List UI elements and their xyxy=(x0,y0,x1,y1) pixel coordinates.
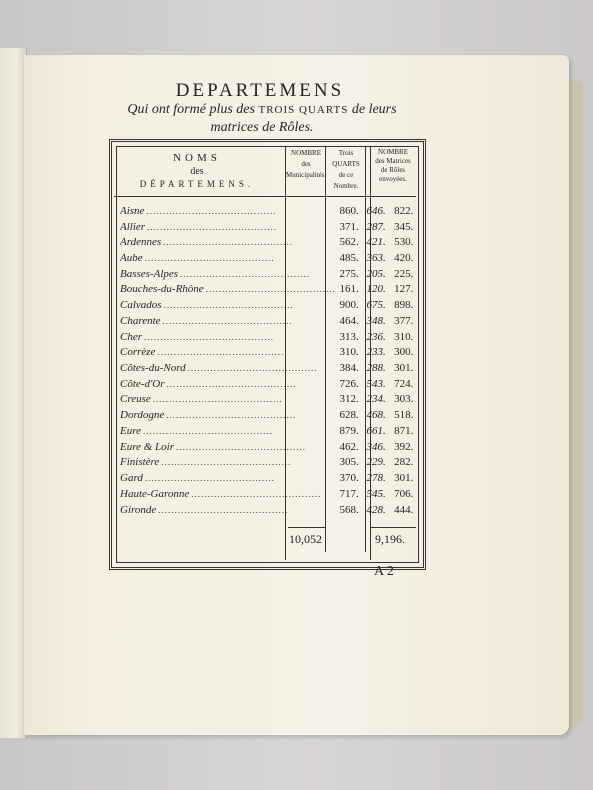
department-name: Charente xyxy=(120,314,161,327)
leader-dots: ........................................ xyxy=(176,441,306,452)
matrices-count: 898. xyxy=(394,299,414,312)
header-line: envoyées. xyxy=(379,175,407,183)
municipalites-count: 370. xyxy=(339,472,359,485)
matrices-count: 420. xyxy=(394,252,414,265)
department-name-cell xyxy=(120,486,336,502)
leader-dots: ........................................ xyxy=(158,504,289,515)
table-row xyxy=(120,329,418,345)
department-name: Aisne xyxy=(120,204,145,217)
department-name: Haute-Garonne xyxy=(120,487,190,500)
matrices-count: 301. xyxy=(394,362,414,375)
total-rule xyxy=(370,527,416,528)
department-name-cell xyxy=(120,282,336,298)
department-name: Basses-Alpes xyxy=(120,267,179,280)
department-name-cell xyxy=(120,423,336,439)
trois-quarts-count: 543. xyxy=(366,377,386,390)
subtitle-part: Qui ont formé plus des xyxy=(127,102,255,117)
trois-quarts-count: 233. xyxy=(366,346,386,359)
trois-quarts-count: 646. xyxy=(366,204,386,217)
department-name: Côte-d'Or xyxy=(120,377,165,390)
header-names xyxy=(112,152,282,191)
department-name: Allier xyxy=(120,220,146,233)
matrices-count: 822. xyxy=(394,204,414,217)
department-name: Corrèze xyxy=(120,346,156,359)
trois-quarts-count: 348. xyxy=(366,314,386,327)
header-line: de ce Nombre. xyxy=(333,171,359,190)
trois-quarts-count: 234. xyxy=(366,393,386,406)
table-row xyxy=(120,297,418,313)
table-row xyxy=(120,360,418,376)
total-municipalites: 10,052 xyxy=(289,532,322,546)
department-name-cell xyxy=(120,250,336,266)
table-row xyxy=(120,470,418,486)
department-name: Finistère xyxy=(120,456,160,469)
trois-quarts-count: 675. xyxy=(366,299,386,312)
matrices-count: 724. xyxy=(394,377,414,390)
header-line: QUARTS xyxy=(332,160,360,168)
department-name: Gard xyxy=(120,472,143,485)
table-row xyxy=(120,250,418,266)
municipalites-count: 568. xyxy=(339,503,359,516)
matrices-count: 518. xyxy=(394,409,414,422)
department-name-cell xyxy=(120,392,336,408)
department-name-cell xyxy=(120,360,336,376)
trois-quarts-count: 468. xyxy=(366,409,386,422)
subtitle-part: matrices de Rôles. xyxy=(210,120,314,135)
department-name-cell xyxy=(120,297,336,313)
table-row xyxy=(120,455,418,471)
matrices-count: 303. xyxy=(394,393,414,406)
leader-dots: ........................................ xyxy=(161,457,292,468)
trois-quarts-count: 288. xyxy=(366,362,386,375)
leader-dots: ........................................ xyxy=(144,253,275,264)
header-names-line: NOMS xyxy=(173,152,221,164)
matrices-count: 444. xyxy=(394,503,414,516)
table-row xyxy=(120,203,418,219)
department-name: Côtes-du-Nord xyxy=(120,362,186,375)
municipalites-count: 161. xyxy=(339,283,359,296)
trois-quarts-count: 120. xyxy=(366,283,386,296)
municipalites-count: 900. xyxy=(339,299,359,312)
municipalites-count: 384. xyxy=(339,362,359,375)
facing-page-edge xyxy=(0,48,27,738)
department-name-cell xyxy=(120,266,336,282)
header-col-matrices xyxy=(370,148,416,184)
page-subtitle xyxy=(102,101,422,137)
matrices-count: 301. xyxy=(394,472,414,485)
trois-quarts-count: 278. xyxy=(366,472,386,485)
matrices-count: 310. xyxy=(394,330,414,343)
municipalites-count: 860. xyxy=(339,204,359,217)
municipalites-count: 371. xyxy=(339,220,359,233)
total-matrices: 9,196. xyxy=(375,532,405,546)
leader-dots: ........................................ xyxy=(163,237,294,248)
leader-dots: ........................................ xyxy=(163,300,294,311)
table-row xyxy=(120,376,418,392)
table-row xyxy=(120,407,418,423)
header-col-municipalites xyxy=(286,148,326,181)
header-names-line: des xyxy=(190,166,204,177)
leader-dots: ........................................ xyxy=(180,268,311,279)
matrices-count: 300. xyxy=(394,346,414,359)
leader-dots: ........................................ xyxy=(144,331,274,342)
municipalites-count: 312. xyxy=(339,393,359,406)
municipalites-count: 462. xyxy=(339,440,359,453)
municipalites-count: 310. xyxy=(339,346,359,359)
leader-dots: ........................................ xyxy=(166,410,297,421)
department-name-cell xyxy=(120,344,336,360)
leader-dots: ........................................ xyxy=(166,378,297,389)
municipalites-count: 628. xyxy=(339,409,359,422)
department-name: Eure xyxy=(120,424,141,437)
department-name: Gironde xyxy=(120,503,157,516)
trois-quarts-count: 545. xyxy=(366,487,386,500)
leader-dots: ........................................ xyxy=(144,473,275,484)
page-title: DEPARTEMENS xyxy=(175,80,345,101)
trois-quarts-count: 661. xyxy=(366,424,386,437)
header-rule xyxy=(114,196,416,197)
matrices-count: 706. xyxy=(394,487,414,500)
trois-quarts-count: 428. xyxy=(366,503,386,516)
table-row xyxy=(120,219,418,235)
leader-dots: ........................................ xyxy=(146,205,277,216)
leader-dots: ........................................ xyxy=(162,315,293,326)
department-name: Ardennes xyxy=(120,236,162,249)
table-row xyxy=(120,234,418,250)
table-row xyxy=(120,266,418,282)
trois-quarts-count: 363. xyxy=(366,252,386,265)
leader-dots: ........................................ xyxy=(142,425,273,436)
department-name-cell xyxy=(120,313,336,329)
department-name: Bouches-du-Rhône xyxy=(120,283,204,296)
department-name-cell xyxy=(120,502,336,518)
trois-quarts-count: 287. xyxy=(366,220,386,233)
table-row xyxy=(120,392,418,408)
municipalites-count: 562. xyxy=(339,236,359,249)
matrices-count: 377. xyxy=(394,314,414,327)
municipalites-count: 275. xyxy=(339,267,359,280)
table-row xyxy=(120,282,418,298)
leader-dots: ........................................ xyxy=(152,394,283,405)
header-col-trois-quarts xyxy=(326,148,366,192)
header-line: de Rôles xyxy=(380,166,406,174)
table-row xyxy=(120,423,418,439)
header-line: des Matrices xyxy=(375,157,411,165)
municipalites-count: 717. xyxy=(339,487,359,500)
matrices-count: 345. xyxy=(394,220,414,233)
department-name-cell xyxy=(120,470,336,486)
department-name-cell xyxy=(120,219,336,235)
header-names-line: DÉPARTEMENS. xyxy=(139,179,255,189)
matrices-count: 871. xyxy=(394,424,414,437)
department-name-cell xyxy=(120,329,336,345)
trois-quarts-count: 236. xyxy=(366,330,386,343)
matrices-count: 225. xyxy=(394,267,414,280)
departments-table xyxy=(120,203,418,517)
department-name-cell xyxy=(120,439,336,455)
municipalites-count: 464. xyxy=(339,314,359,327)
header-line: des xyxy=(301,160,311,168)
trois-quarts-count: 421. xyxy=(366,236,386,249)
leader-dots: ........................................ xyxy=(157,347,288,358)
header-line: NOMBRE xyxy=(378,148,408,156)
table-row xyxy=(120,439,418,455)
department-name-cell xyxy=(120,407,336,423)
department-name: Dordogne xyxy=(120,409,165,422)
municipalites-count: 313. xyxy=(339,330,359,343)
municipalites-count: 726. xyxy=(339,377,359,390)
matrices-count: 127. xyxy=(394,283,414,296)
leader-dots: ........................................ xyxy=(147,221,278,232)
municipalites-count: 305. xyxy=(339,456,359,469)
department-name: Aube xyxy=(120,252,143,265)
municipalites-count: 485. xyxy=(339,252,359,265)
department-name: Cher xyxy=(120,330,142,343)
leader-dots: ........................................ xyxy=(205,284,336,295)
table-row xyxy=(120,313,418,329)
department-name: Creuse xyxy=(120,393,151,406)
trois-quarts-count: 229. xyxy=(366,456,386,469)
leader-dots: ........................................ xyxy=(187,363,318,374)
matrices-count: 530. xyxy=(394,236,414,249)
trois-quarts-count: 205. xyxy=(366,267,386,280)
department-name-cell xyxy=(120,203,336,219)
header-line: Municipalités. xyxy=(286,171,327,179)
department-name-cell xyxy=(120,455,336,471)
department-name: Calvados xyxy=(120,299,162,312)
municipalites-count: 879. xyxy=(339,424,359,437)
department-name-cell xyxy=(120,234,336,250)
header-line: Trois xyxy=(338,149,354,157)
subtitle-smallcaps: TROIS QUARTS xyxy=(258,104,349,116)
subtitle-part: de leurs xyxy=(351,102,397,117)
header-line: NOMBRE xyxy=(291,149,321,157)
table-row xyxy=(120,502,418,518)
signature-mark: A 2 xyxy=(374,564,394,579)
matrices-count: 282. xyxy=(394,456,414,469)
trois-quarts-count: 346. xyxy=(366,440,386,453)
department-name: Eure & Loir xyxy=(120,440,174,453)
department-name-cell xyxy=(120,376,336,392)
matrices-count: 392. xyxy=(394,440,414,453)
total-rule xyxy=(288,527,326,528)
table-row xyxy=(120,486,418,502)
table-row xyxy=(120,344,418,360)
leader-dots: ........................................ xyxy=(191,488,322,499)
